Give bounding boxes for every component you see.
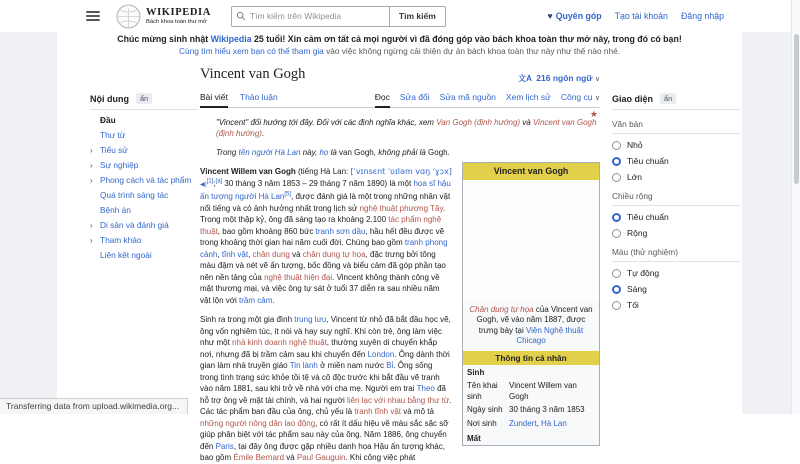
chevron-right-icon[interactable]: › bbox=[90, 146, 93, 155]
toc-item-tieu-su[interactable] bbox=[90, 145, 198, 156]
table-of-contents bbox=[90, 93, 198, 265]
option-label: Tiêu chuẩn bbox=[627, 156, 669, 166]
tab-tools-label: Công cụ bbox=[560, 92, 593, 102]
header-links bbox=[547, 11, 724, 21]
width-section-label: Chiều rộng bbox=[612, 191, 740, 206]
infobox-group-death: Mất bbox=[467, 433, 481, 443]
option-color-auto[interactable] bbox=[612, 268, 740, 278]
radio-icon[interactable] bbox=[612, 301, 621, 310]
scrollbar[interactable] bbox=[791, 0, 800, 414]
option-width-wide[interactable] bbox=[612, 228, 740, 238]
banner-line2 bbox=[57, 45, 742, 57]
option-text-standard[interactable] bbox=[612, 156, 740, 166]
view-tabs bbox=[375, 89, 600, 107]
top-header bbox=[0, 0, 800, 32]
browser-status-bar: Transferring data from upload.wikimedia.org... bbox=[0, 398, 188, 414]
toc-item-tham-khao[interactable] bbox=[90, 235, 198, 246]
scrollbar-thumb[interactable] bbox=[794, 34, 799, 184]
search-icon bbox=[236, 11, 246, 21]
radio-selected-icon[interactable] bbox=[612, 213, 621, 222]
toc-item-phong-cach[interactable] bbox=[90, 175, 198, 186]
birthday-banner bbox=[57, 33, 742, 57]
menu-icon[interactable] bbox=[86, 11, 100, 21]
appearance-heading: Giao diện bbox=[612, 93, 654, 104]
page-title: Vincent van Gogh bbox=[200, 66, 306, 82]
option-label: Lớn bbox=[627, 172, 643, 182]
appearance-header bbox=[612, 93, 740, 110]
infobox-caption: Chân dung tự họa của Vincent van Gogh, vẽ vào năm 1887, được trưng bày tại Viện Nghệ thuật Chicago bbox=[469, 304, 593, 345]
radio-icon[interactable] bbox=[612, 229, 621, 238]
banner-line1 bbox=[57, 33, 742, 45]
infobox bbox=[462, 162, 600, 446]
color-section-label: Màu (thử nghiệm) bbox=[612, 247, 740, 262]
toc-item-label: Liên kết ngoài bbox=[100, 250, 152, 260]
radio-selected-icon[interactable] bbox=[612, 285, 621, 294]
option-label: Rộng bbox=[627, 228, 648, 238]
heart-icon: ♥ bbox=[547, 11, 553, 21]
option-text-small[interactable] bbox=[612, 140, 740, 150]
infobox-row-value: 30 tháng 3 năm 1853 bbox=[509, 405, 585, 414]
featured-article-icon[interactable]: ★ bbox=[589, 109, 598, 119]
article-main bbox=[200, 64, 600, 464]
option-label: Tự động bbox=[627, 268, 660, 278]
languages-button[interactable] bbox=[518, 73, 600, 84]
toc-item-label: Thư từ bbox=[100, 130, 126, 140]
radio-icon[interactable] bbox=[612, 173, 621, 182]
option-label: Tiêu chuẩn bbox=[627, 212, 669, 222]
radio-icon[interactable] bbox=[612, 269, 621, 278]
option-label: Sáng bbox=[627, 284, 647, 294]
infobox-row-label: Nơi sinh bbox=[467, 418, 497, 428]
donate-link[interactable] bbox=[547, 11, 601, 21]
tab-edit[interactable]: Sửa đổi bbox=[399, 92, 430, 102]
toc-item-dau[interactable] bbox=[90, 115, 198, 126]
infobox-row bbox=[463, 380, 599, 404]
appearance-panel bbox=[612, 93, 740, 316]
toc-item-label: Quá trình sáng tác bbox=[100, 190, 169, 200]
banner-participate-link[interactable]: Cùng tìm hiểu xem bạn có thể tham gia bbox=[178, 46, 324, 56]
radio-selected-icon[interactable] bbox=[612, 157, 621, 166]
tab-history[interactable]: Xem lịch sử bbox=[505, 92, 551, 102]
toc-item-label: Tiểu sử bbox=[100, 145, 128, 155]
infobox-row-value: Vincent Willem van Gogh bbox=[509, 381, 577, 401]
toc-item-thu-tu[interactable] bbox=[90, 130, 198, 141]
infobox-group-birth: Sinh bbox=[467, 368, 485, 377]
toc-item-benh-an[interactable] bbox=[90, 205, 198, 216]
search-button[interactable]: Tìm kiếm bbox=[389, 6, 446, 27]
banner-line2-suffix: vào việc không ngừng cải thiện dự án bách khoa toàn thư này như thế nào nhé. bbox=[323, 46, 621, 56]
option-label: Nhỏ bbox=[627, 140, 643, 150]
toc-item-label: Đầu bbox=[100, 115, 116, 125]
infobox-row bbox=[463, 404, 599, 418]
article-tabs bbox=[200, 89, 600, 108]
toc-item-label: Sự nghiệp bbox=[100, 160, 139, 170]
option-label: Tối bbox=[627, 300, 639, 310]
donate-label: Quyên góp bbox=[555, 11, 602, 21]
login-link[interactable]: Đăng nhập bbox=[680, 11, 724, 21]
tab-tools[interactable] bbox=[561, 89, 600, 107]
toc-item-label: Bệnh án bbox=[100, 205, 131, 215]
toc-item-label: Di sản và đánh giá bbox=[100, 220, 169, 230]
create-account-link[interactable]: Tạo tài khoản bbox=[614, 11, 668, 21]
paragraph-biography: Sinh ra trong một gia đình trung lưu, Vincent từ nhỏ đã bắt đầu học vẽ, ông vốn nghiêm túc, ít nói và hay suy nghĩ. Khi còn trẻ, ông làm việc như một nhà kinh doanh nghệ thuật, thường xuyên di chuyển khắp nơi, nhưng đã bị trầm cảm sau khi chuyển đến London. Ông dành thời gian làm nhà truyền giáo Tin lành ở miền nam nước Bỉ. Ông sống trong tình trạng sức khỏe tồi tệ và cô độc trước khi bắt đầu vẽ tranh vào năm 1881, sau khi trở về nhà với cha mẹ. Người em trai Theo đã hỗ trợ ông về mặt tài chính, và hai người liên lạc với nhau bằng thư từ. Các tác phẩm ban đầu của ông, chủ yếu là tranh tĩnh vật và mô tả những người nông dân lao động, có rất ít dấu hiệu về màu sắc sặc sỡ giúp phân biệt với tác phẩm sau này của ông. Năm 1886, ông chuyển đến Paris, tại đây ông được gặp nhiều danh họa Hậu ấn tượng khác, bao gồm Émile Bernard và Paul Gauguin. Khi công việc phát bbox=[200, 315, 452, 462]
toc-item-su-nghiep[interactable] bbox=[90, 160, 198, 171]
toc-item-lien-ket[interactable] bbox=[90, 250, 198, 261]
logo-tagline: Bách khoa toàn thư mở bbox=[146, 19, 207, 25]
banner-line1-suffix: 25 tuổi! Xin cảm ơn tất cả mọi người vì đã đóng góp vào bách khoa toàn thư mở này, trong đó có bạn! bbox=[251, 34, 682, 44]
tab-article[interactable]: Bài viết bbox=[200, 89, 228, 108]
tab-talk[interactable]: Thảo luận bbox=[239, 92, 278, 102]
toc-heading: Nội dung bbox=[90, 93, 129, 104]
toc-item-label: Tham khảo bbox=[100, 235, 142, 245]
search-input[interactable] bbox=[250, 11, 385, 21]
chevron-right-icon[interactable]: › bbox=[90, 176, 93, 185]
toc-item-qua-trinh[interactable] bbox=[90, 190, 198, 201]
logo-wordmark: WIKIPEDIA bbox=[146, 7, 211, 18]
toc-header bbox=[90, 93, 198, 110]
toc-hide-button[interactable]: ẩn bbox=[136, 93, 152, 104]
text-size-section-label: Văn bản bbox=[612, 119, 740, 134]
infobox-row bbox=[463, 417, 599, 431]
title-row bbox=[200, 64, 600, 84]
languages-icon: 文A bbox=[518, 74, 532, 83]
search-bar bbox=[231, 6, 446, 27]
wikipedia-logo[interactable] bbox=[116, 4, 211, 29]
hatnote-dutch-name: Trong tên người Hà Lan này, họ là van Gogh, không phải là Gogh. bbox=[216, 148, 450, 157]
toc-item-di-san[interactable] bbox=[90, 220, 198, 231]
infobox-title: Vincent van Gogh bbox=[463, 163, 599, 180]
infobox-row-label: Tên khai sinh bbox=[467, 381, 498, 401]
chevron-down-icon: ∨ bbox=[594, 76, 600, 83]
toc-item-label: Phong cách và tác phẩm bbox=[100, 175, 192, 185]
hatnote-disambiguation: "Vincent" đổi hướng tới đây. Đối với các định nghĩa khác, xem Van Gogh (định hướng) và Vincent van Gogh (định hướng). bbox=[216, 118, 597, 138]
infobox-row-value: Zundert, Hà Lan bbox=[509, 418, 567, 428]
tab-read[interactable]: Đọc bbox=[375, 89, 390, 108]
infobox-section-personal: Thông tin cá nhân bbox=[463, 351, 599, 366]
radio-icon[interactable] bbox=[612, 141, 621, 150]
option-width-standard[interactable] bbox=[612, 212, 740, 222]
banner-line1-prefix: Chúc mừng sinh nhật bbox=[117, 34, 211, 44]
chevron-down-icon: ∨ bbox=[594, 95, 600, 102]
option-color-light[interactable] bbox=[612, 284, 740, 294]
wikipedia-globe-icon bbox=[116, 4, 141, 29]
appearance-hide-button[interactable]: ẩn bbox=[660, 93, 676, 104]
infobox-image-loading bbox=[463, 180, 599, 302]
search-box bbox=[231, 6, 389, 27]
paragraph-lead: Vincent Willem van Gogh (tiếng Hà Lan: [ˈvɪnsɛnt ˈʋɪləm vɑŋ ˈɣɔx] ◀)[1];[a] 30 tháng 3 năm 1853 – 29 tháng 7 năm 1890) là một họa sĩ hậu ấn tượng người Hà Lan[5], được đánh giá là một trong những nhân vật nổi tiếng và có ảnh hưởng nhất trong lịch sử nghệ thuật phương Tây. Trong một thập kỷ, ông đã sáng tạo ra khoảng 2.100 tác phẩm nghệ thuật, bao gồm khoảng 860 bức tranh sơn dầu, hầu hết đều được vẽ trong khoảng thời gian hai năm cuối đời. Chúng bao gồm tranh phong cảnh, tĩnh vật, chân dung và chân dung tự họa, đặc trưng bởi tông màu đậm và nét vẽ ấn tượng, bốc đồng và biểu cảm đã góp phần tạo nên nền tảng của nghệ thuật hiện đại. Vincent không thành công về mặt thương mại, và việc ông tự sát ở tuổi 37 diễn ra sau nhiều năm vật lộn với trầm cảm. bbox=[200, 167, 452, 305]
infobox-row-label: Ngày sinh bbox=[467, 405, 503, 414]
tab-edit-source[interactable]: Sửa mã nguồn bbox=[439, 92, 496, 102]
chevron-right-icon[interactable]: › bbox=[90, 161, 93, 170]
banner-wikipedia-link[interactable]: Wikipedia bbox=[210, 34, 252, 44]
logo-text bbox=[146, 7, 211, 25]
option-text-large[interactable] bbox=[612, 172, 740, 182]
chevron-right-icon[interactable]: › bbox=[90, 221, 93, 230]
left-gutter bbox=[0, 32, 57, 414]
option-color-dark[interactable] bbox=[612, 300, 740, 310]
languages-label: 216 ngôn ngữ bbox=[536, 73, 593, 83]
chevron-right-icon[interactable]: › bbox=[90, 236, 93, 245]
